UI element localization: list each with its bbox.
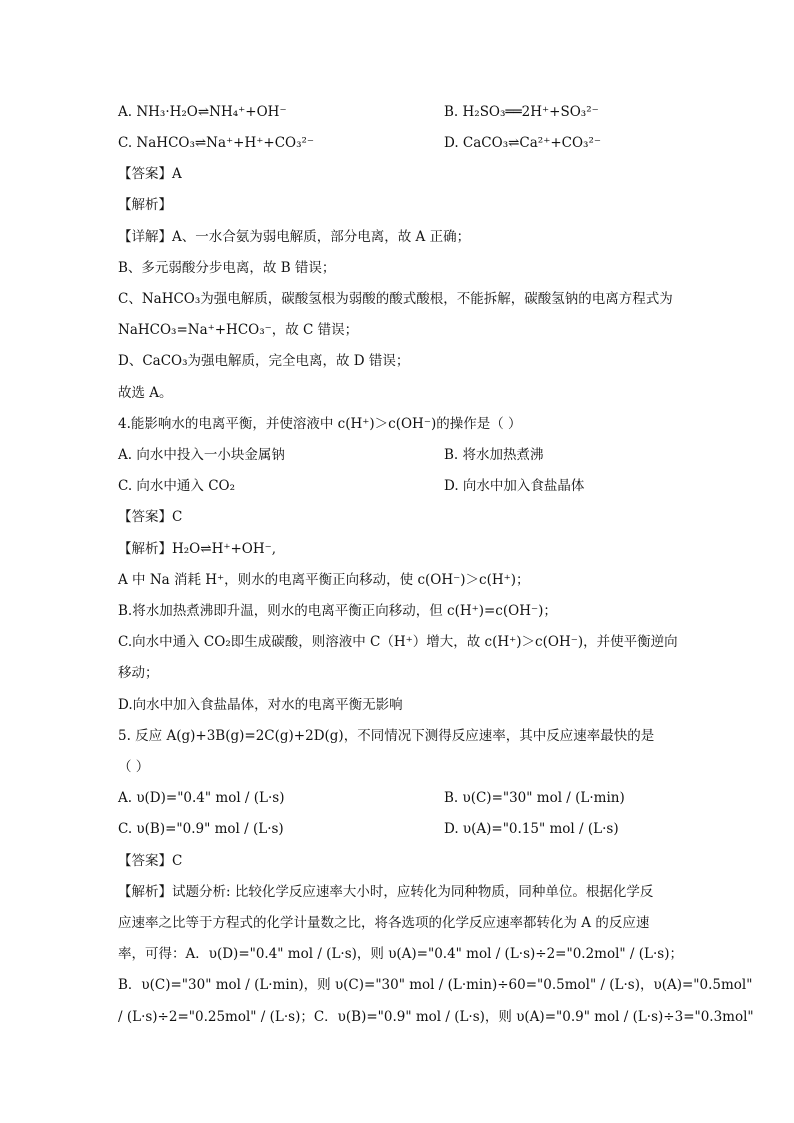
q4-analysis-line: 移动； (118, 665, 159, 681)
q4-analysis-line: B.将水加热煮沸即升温，则水的电离平衡正向移动，但 c(H⁺)=c(OH⁻)； (118, 603, 557, 619)
q5-analysis-line (118, 976, 753, 994)
q3-detail-line: B、多元弱酸分步电离，故 B 错误； (118, 260, 336, 276)
q3-analysis-title: 【解析】 (118, 197, 172, 213)
q5-analysis-segment: / (L·s)÷2="0.25mol" / (L·s)；C．υ(B)="0.9" mol / (L·s)， (118, 1009, 499, 1025)
q4-answer: 【答案】C (118, 509, 183, 525)
q5-analysis-segment: B． (118, 977, 142, 993)
q4-option-a: A. 向水中投入一小块金属钠 (118, 447, 285, 463)
q5-option-d: D. υ(A)="0.15" mol / (L·s) (444, 821, 619, 837)
q5-analysis-segment: 则 υ(A)="0.9" mol / (L·s)÷3="0.3mol" (498, 1009, 754, 1025)
q5-option-b: B. υ(C)="30" mol / (L·min) (444, 790, 625, 806)
q5-analysis-segment: 应速率之比等于方程式的化学计量数之比，将各选项的化学反应速率都转化为 A 的反应速 (118, 915, 650, 931)
q5-analysis-segment: 则 υ(A)="0.4" mol / (L·s)÷2="0.2mol" / (L·s)； (370, 946, 683, 962)
q5-analysis-line (118, 914, 674, 932)
q3-option-a: A. NH₃·H₂O⇌NH₄⁺+OH⁻ (118, 104, 287, 120)
q5-analysis-segment: υ(A)="0.5mol" (653, 977, 753, 993)
q3-detail-line: C、NaHCO₃为强电解质，碳酸氢根为弱酸的酸式酸根，不能拆解，碳酸氢钠的电离方程式为 (118, 291, 673, 307)
q3-option-c: C. NaHCO₃⇌Na⁺+H⁺+CO₃²⁻ (118, 135, 315, 151)
q5-option-c: C. υ(B)="0.9" mol / (L·s) (118, 821, 284, 837)
q5-analysis-segment: 率，可得：A． (118, 946, 209, 962)
q3-detail-line: NaHCO₃=Na⁺+HCO₃⁻，故 C 错误； (118, 322, 359, 338)
q5-stem: 5. 反应 A(g)+3B(g)=2C(g)+2D(g)，不同情况下测得反应速率，其中反应速率最快的是 (118, 728, 655, 744)
q4-option-d: D. 向水中加入食盐晶体 (444, 478, 585, 494)
q3-detail-line: D、CaCO₃为强电解质，完全电离，故 D 错误； (118, 353, 410, 369)
q3-detail-line: 【详解】A、一水合氨为弱电解质，部分电离，故 A 正确； (118, 229, 471, 245)
q4-analysis-line: 【解析】H₂O⇌H⁺+OH⁻, (118, 541, 277, 557)
q3-option-b: B. H₂SO₃══2H⁺+SO₃²⁻ (444, 104, 599, 120)
q5-answer: 【答案】C (118, 853, 183, 869)
q4-option-b: B. 将水加热煮沸 (444, 447, 544, 463)
q5-option-a: A. υ(D)="0.4" mol / (L·s) (118, 790, 285, 806)
q4-stem: 4.能影响水的电离平衡，并使溶液中 c(H⁺)＞c(OH⁻)的操作是（ ） (118, 416, 522, 432)
q5-analysis-line (118, 883, 674, 901)
q5-stem-paren: （ ） (118, 759, 150, 775)
q5-analysis-line (118, 945, 683, 963)
q5-analysis-segment: 【解析】试题分析: 比较化学反应速率大小时，应转化为同种物质，同种单位。根据化学反 (118, 884, 654, 900)
q4-analysis-line: C.向水中通入 CO₂即生成碳酸，则溶液中 C（H⁺）增大，故 c(H⁺)＞c(OH⁻)，并使平衡逆向 (118, 634, 678, 650)
q4-analysis-line: A 中 Na 消耗 H⁺，则水的电离平衡正向移动，使 c(OH⁻)＞c(H⁺)； (118, 572, 530, 588)
q5-analysis-line (118, 1008, 754, 1026)
q5-analysis-segment: υ(D)="0.4" mol / (L·s)， (208, 946, 371, 962)
q3-option-d: D. CaCO₃⇌Ca²⁺+CO₃²⁻ (444, 135, 601, 151)
q4-option-c: C. 向水中通入 CO₂ (118, 478, 236, 494)
q5-analysis-segment: υ(C)="30" mol / (L·min)，则 υ(C)="30" mol / (L·min)÷60="0.5mol" / (L·s)， (141, 977, 654, 993)
q4-analysis-line: D.向水中加入食盐晶体，对水的电离平衡无影响 (118, 697, 403, 713)
q3-answer: 【答案】A (118, 166, 182, 182)
q3-detail-line: 故选 A。 (118, 385, 173, 401)
